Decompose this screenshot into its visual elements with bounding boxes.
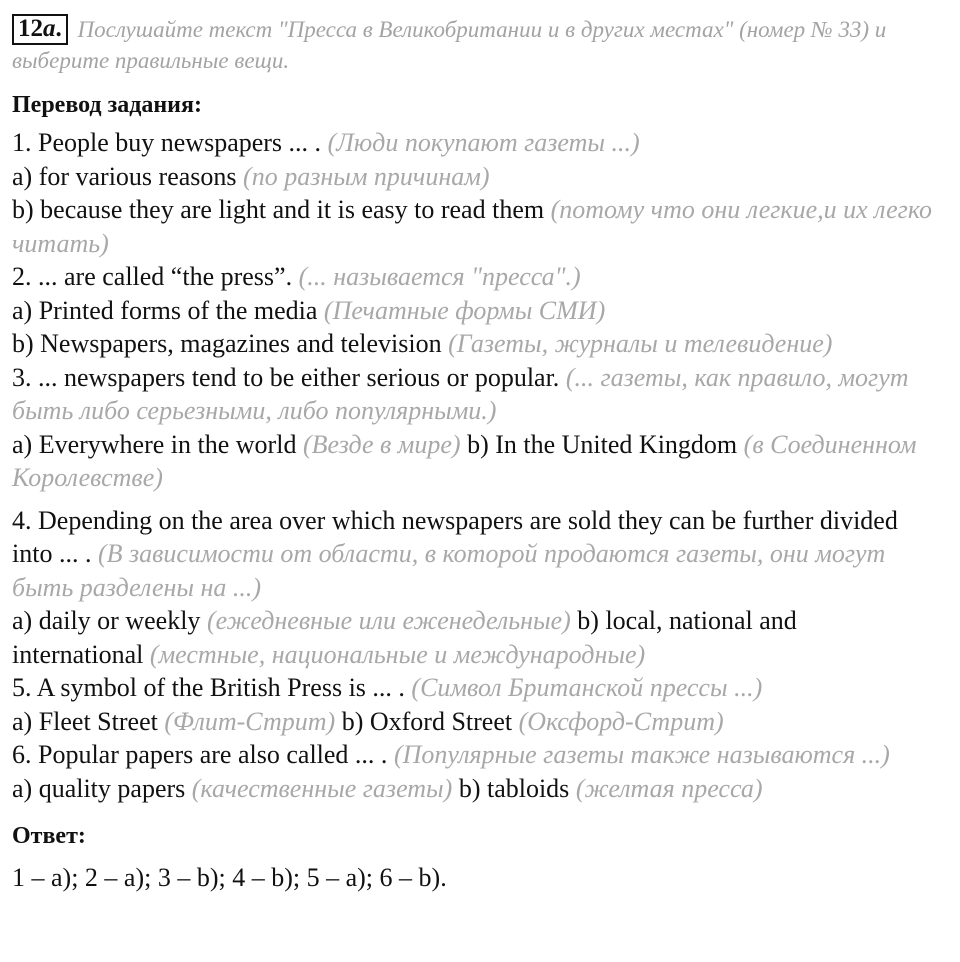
line-english: 1. People buy newspapers ... . — [12, 128, 328, 157]
line-english-2: b) tabloids — [452, 773, 576, 803]
line-translation: (... называется "пресса".) — [298, 262, 581, 291]
option-line — [12, 294, 932, 328]
task-number-badge — [12, 14, 68, 45]
line-english: a) Printed forms of the media — [12, 295, 324, 325]
line-translation: (Газеты, журналы и телевидение) — [448, 329, 833, 358]
task-instruction: Послушайте текст "Пресса в Великобритании и в других местах" (номер № 33) и выберите правильные вещи. — [12, 17, 887, 73]
answer-text: 1 – a); 2 – a); 3 – b); 4 – b); 5 – a); 6 – b). — [12, 863, 447, 892]
page — [0, 14, 940, 962]
line-english: 4. Depending on the area over which newspapers are sold they can be further divided into ... . — [12, 505, 898, 568]
line-translation: (ежедневные или еженедельные) — [206, 606, 571, 635]
line-translation: (В зависимости от области, в которой продаются газеты, они могут быть разделены на ...) — [12, 539, 886, 602]
line-english: 3. ... newspapers tend to be either serious or popular. — [12, 362, 566, 392]
task-dot: . — [55, 15, 62, 42]
question-list — [12, 126, 932, 805]
line-translation-2: (Оксфорд-Стрит) — [518, 706, 724, 736]
line-translation: (... газеты, как правило, могут быть либо серьезными, либо популярными.) — [12, 362, 909, 425]
question-line — [12, 126, 932, 160]
task-header — [12, 14, 932, 76]
option-line — [12, 327, 932, 361]
line-english: a) Fleet Street — [12, 706, 165, 736]
task-letter: a — [43, 15, 56, 42]
line-translation: (Популярные газеты также называются ...) — [393, 740, 890, 769]
line-english: a) for various reasons — [12, 161, 244, 191]
question-line — [12, 738, 932, 772]
line-translation: (качественные газеты) — [191, 773, 453, 803]
line-english: b) because they are light and it is easy to read them — [12, 195, 551, 224]
spacer — [12, 495, 932, 504]
task-number: 12 — [18, 15, 43, 42]
option-line — [12, 604, 932, 671]
translation-heading: Перевод задания: — [12, 92, 202, 118]
question-line — [12, 671, 932, 705]
line-english: a) daily or weekly — [12, 606, 207, 635]
line-english-2: b) local, national and international — [12, 606, 797, 669]
line-english: 5. A symbol of the British Press is ... . — [12, 673, 412, 702]
question-line — [12, 260, 932, 294]
line-translation-2: (в Соединенном Королевстве) — [12, 429, 917, 492]
question-line — [12, 361, 932, 428]
line-translation: (Люди покупают газеты ...) — [327, 128, 640, 157]
question-line — [12, 504, 932, 605]
line-english: b) Newspapers, magazines and television — [12, 329, 449, 358]
option-line — [12, 772, 932, 806]
option-line — [12, 193, 932, 260]
option-line — [12, 705, 932, 739]
line-english-2: b) In the United Kingdom — [460, 429, 744, 459]
line-translation: (потому что они легкие,и их легко читать) — [12, 195, 932, 258]
line-translation: (Везде в мире) — [302, 429, 461, 459]
line-english: 2. ... are called “the press”. — [12, 262, 299, 291]
option-line — [12, 428, 932, 495]
line-english-2: b) Oxford Street — [335, 706, 519, 736]
line-translation-2: (местные, национальные и международные) — [149, 639, 646, 669]
line-translation: (Печатные формы СМИ) — [323, 295, 606, 325]
line-english: a) Everywhere in the world — [12, 429, 303, 459]
line-english: 6. Popular papers are also called ... . — [12, 740, 394, 769]
option-line — [12, 160, 932, 194]
line-english: a) quality papers — [12, 773, 192, 803]
line-translation: (Символ Британской прессы ...) — [411, 673, 763, 702]
answer-heading: Ответ: — [12, 823, 86, 849]
line-translation-2: (желтая пресса) — [575, 773, 763, 803]
line-translation: (по разным причинам) — [243, 161, 490, 191]
line-translation: (Флит-Стрит) — [164, 706, 336, 736]
